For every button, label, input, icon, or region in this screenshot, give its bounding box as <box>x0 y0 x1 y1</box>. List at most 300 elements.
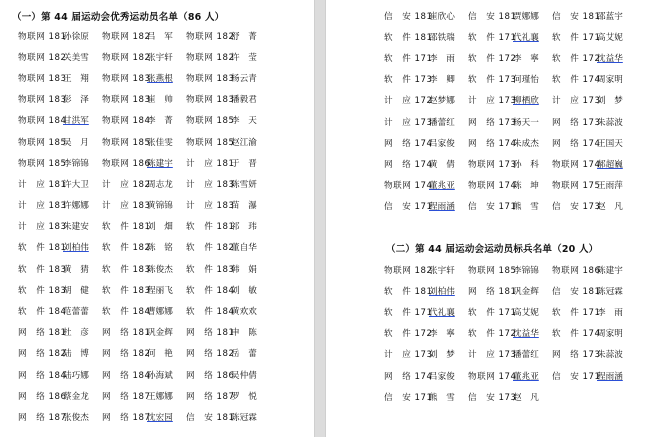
class-unit: 物联网 183 <box>18 95 67 106</box>
athlete-entry <box>384 370 468 382</box>
athlete-entry <box>468 348 552 360</box>
athlete-name: 许娜娜 <box>63 201 89 212</box>
athlete-entry <box>468 116 552 128</box>
class-unit: 网 络 186 <box>18 391 67 402</box>
athlete-name: 吴 月 <box>63 137 89 148</box>
athlete-name: 甘洪军 <box>63 116 89 127</box>
class-unit: 信 安 181 <box>384 11 433 22</box>
athlete-name: 陈建宇 <box>597 265 623 276</box>
list-row <box>18 195 270 216</box>
athlete-name: 程丽飞 <box>147 285 173 296</box>
athlete-name: 吕家俊 <box>429 138 455 149</box>
athlete-entry <box>102 326 186 338</box>
document-page-right <box>326 0 663 437</box>
athlete-entry <box>468 94 552 106</box>
athlete-name: 赵梦娜 <box>429 96 455 107</box>
athlete-entry <box>384 10 468 22</box>
class-unit: 软 件 172 <box>468 329 517 340</box>
athlete-entry <box>384 391 468 403</box>
athlete-entry <box>18 199 102 211</box>
list-row <box>18 237 270 258</box>
list-row <box>384 323 636 344</box>
athlete-name: 陈雪妍 <box>231 179 257 190</box>
class-unit: 软 件 181 <box>18 243 67 254</box>
athlete-name: 熊 雪 <box>429 392 455 403</box>
list-row <box>18 258 270 279</box>
athlete-name: 刘 畑 <box>147 222 173 233</box>
list-row <box>384 153 636 174</box>
list-row <box>384 175 636 196</box>
athlete-name: 董兆亚 <box>429 181 455 192</box>
athlete-entry <box>186 347 270 359</box>
athlete-entry <box>384 306 468 318</box>
athlete-entry <box>468 10 552 22</box>
athlete-name: 崔欣心 <box>429 11 455 22</box>
class-unit: 软 件 181 <box>102 222 151 233</box>
class-unit: 物联网 183 <box>18 73 67 84</box>
athlete-entry <box>186 411 270 423</box>
athlete-entry <box>186 93 270 105</box>
athlete-name: 赵 凡 <box>513 392 539 403</box>
athlete-entry <box>102 114 186 126</box>
class-unit: 网 络 181 <box>468 286 517 297</box>
athlete-name: 张燕根 <box>147 73 173 84</box>
athlete-name: 柳栖欣 <box>513 96 539 107</box>
class-unit: 物联网 174 <box>384 181 433 192</box>
athlete-name: 周家明 <box>597 75 623 86</box>
list-row <box>384 280 636 301</box>
athlete-name: 何瑾怡 <box>513 75 539 86</box>
athlete-name: 李 寧 <box>429 329 455 340</box>
athlete-name: 韩 娟 <box>231 264 257 275</box>
class-unit: 网 络 187 <box>18 412 67 423</box>
class-unit: 软 件 183 <box>186 264 235 275</box>
athlete-entry <box>552 94 636 106</box>
class-unit: 网 络 184 <box>18 370 67 381</box>
list-row <box>384 26 636 47</box>
athlete-name: 陈冠霖 <box>597 286 623 297</box>
athlete-name: 赵江渝 <box>231 137 257 148</box>
athlete-name: 李 卿 <box>429 75 455 86</box>
class-unit: 网 络 173 <box>552 117 601 128</box>
athlete-name: 陈冠霖 <box>231 412 257 423</box>
athlete-name: 刘 梦 <box>597 96 623 107</box>
athlete-entry <box>552 116 636 128</box>
class-unit: 软 件 171 <box>384 307 433 318</box>
class-unit: 信 安 173 <box>468 392 517 403</box>
class-unit: 计 应 182 <box>102 179 151 190</box>
athlete-entry <box>102 72 186 84</box>
class-unit: 网 络 182 <box>18 349 67 360</box>
class-unit: 信 安 181 <box>552 286 601 297</box>
athlete-entry <box>384 116 468 128</box>
athlete-name: 张宇轩 <box>429 265 455 276</box>
class-unit: 信 安 171 <box>552 371 601 382</box>
athlete-name: 孙 科 <box>513 159 539 170</box>
athlete-entry <box>384 158 468 170</box>
athlete-entry <box>186 220 270 232</box>
athlete-name: 许 莹 <box>231 52 257 63</box>
athlete-entry <box>102 263 186 275</box>
class-unit: 物联网 185 <box>18 158 67 169</box>
document-page-left <box>0 0 314 437</box>
athlete-entry <box>18 284 102 296</box>
athlete-name: 黄锦锦 <box>147 201 173 212</box>
class-unit: 软 件 174 <box>552 75 601 86</box>
athlete-entry <box>18 326 102 338</box>
athlete-name: 周志龙 <box>147 179 173 190</box>
class-unit: 物联网 185 <box>18 137 67 148</box>
athlete-entry <box>186 72 270 84</box>
list-row <box>18 152 270 173</box>
class-unit: 计 应 173 <box>384 117 433 128</box>
class-unit: 网 络 181 <box>102 328 151 339</box>
athlete-name: 刘 敏 <box>231 285 257 296</box>
athlete-entry <box>552 179 636 191</box>
athlete-entry <box>384 348 468 360</box>
class-unit: 网 络 182 <box>102 349 151 360</box>
athlete-entry <box>102 199 186 211</box>
athlete-entry <box>552 370 636 382</box>
athlete-name: 李 雨 <box>429 53 455 64</box>
list-row <box>18 89 270 110</box>
athlete-entry <box>468 370 552 382</box>
list-row <box>18 110 270 131</box>
athlete-name: 黄 倩 <box>429 159 455 170</box>
athlete-entry <box>552 348 636 360</box>
class-unit: 网 络 174 <box>384 138 433 149</box>
athlete-name: 于 晋 <box>231 158 257 169</box>
athlete-entry <box>186 284 270 296</box>
class-unit: 计 应 183 <box>186 201 235 212</box>
athlete-name: 王雨萍 <box>597 181 623 192</box>
athlete-name: 岳 蕾 <box>231 349 257 360</box>
class-unit: 网 络 187 <box>186 391 235 402</box>
athlete-name: 李 天 <box>231 116 257 127</box>
class-unit: 软 件 182 <box>102 243 151 254</box>
athlete-entry <box>18 369 102 381</box>
athlete-entry <box>552 200 636 212</box>
athlete-list-section2 <box>384 259 636 407</box>
athlete-name: 何 艳 <box>147 349 173 360</box>
athlete-name: 关美雪 <box>63 52 89 63</box>
class-unit: 物联网 184 <box>18 116 67 127</box>
class-unit: 计 应 172 <box>384 96 433 107</box>
class-unit: 物联网 185 <box>468 265 517 276</box>
class-unit: 物联网 181 <box>18 31 67 42</box>
athlete-name: 王娜娜 <box>147 391 173 402</box>
class-unit: 计 应 183 <box>18 222 67 233</box>
class-unit: 软 件 182 <box>186 243 235 254</box>
athlete-name: 巩金辉 <box>513 286 539 297</box>
athlete-name: 杜 彦 <box>63 328 89 339</box>
athlete-name: 王 翔 <box>63 73 89 84</box>
class-unit: 网 络 174 <box>552 138 601 149</box>
athlete-name: 陆巧娜 <box>63 370 89 381</box>
athlete-name: 朱成杰 <box>513 138 539 149</box>
class-unit: 计 应 173 <box>552 96 601 107</box>
athlete-name: 陈 铭 <box>147 243 173 254</box>
athlete-name: 邵蓝宇 <box>597 11 623 22</box>
list-row <box>384 132 636 153</box>
athlete-name: 彭 泽 <box>63 95 89 106</box>
athlete-name: 吴仲倩 <box>231 370 257 381</box>
athlete-name: 刘柏伟 <box>63 243 89 254</box>
class-unit: 软 件 171 <box>384 53 433 64</box>
class-unit: 物联网 182 <box>102 31 151 42</box>
class-unit: 网 络 184 <box>102 370 151 381</box>
list-row <box>18 300 270 321</box>
list-row <box>18 279 270 300</box>
athlete-entry <box>18 136 102 148</box>
class-unit: 信 安 171 <box>384 392 433 403</box>
athlete-entry <box>552 31 636 43</box>
athlete-entry <box>186 199 270 211</box>
athlete-name: 杨云青 <box>231 73 257 84</box>
athlete-name: 张佳雯 <box>147 137 173 148</box>
athlete-entry <box>102 220 186 232</box>
athlete-entry <box>18 178 102 190</box>
class-unit: 物联网 183 <box>102 95 151 106</box>
list-row <box>384 5 636 26</box>
class-unit: 软 件 181 <box>384 32 433 43</box>
athlete-entry <box>102 241 186 253</box>
athlete-entry <box>102 347 186 359</box>
athlete-name: 代礼襄 <box>429 307 455 318</box>
class-unit: 物联网 186 <box>552 265 601 276</box>
class-unit: 计 应 183 <box>186 179 235 190</box>
athlete-entry <box>186 390 270 402</box>
athlete-entry <box>468 264 552 276</box>
athlete-entry <box>468 306 552 318</box>
list-row <box>18 364 270 385</box>
list-row <box>18 46 270 67</box>
class-unit: 网 络 186 <box>186 370 235 381</box>
athlete-name: 代礼襄 <box>513 32 539 43</box>
class-unit: 网 络 181 <box>186 328 235 339</box>
class-unit: 物联网 174 <box>468 371 517 382</box>
athlete-entry <box>468 179 552 191</box>
athlete-name: 周家明 <box>597 329 623 340</box>
athlete-entry <box>18 411 102 423</box>
athlete-entry <box>18 305 102 317</box>
class-unit: 网 络 174 <box>384 159 433 170</box>
list-row <box>384 47 636 68</box>
athlete-entry <box>102 30 186 42</box>
athlete-entry <box>186 263 270 275</box>
athlete-entry <box>102 136 186 148</box>
athlete-name: 陈建宇 <box>147 158 173 169</box>
list-row <box>18 25 270 46</box>
class-unit: 网 络 181 <box>18 328 67 339</box>
class-unit: 网 络 173 <box>468 117 517 128</box>
athlete-name: 贾娜娜 <box>513 11 539 22</box>
athlete-entry <box>102 305 186 317</box>
class-unit: 软 件 171 <box>552 32 601 43</box>
class-unit: 软 件 184 <box>186 285 235 296</box>
athlete-name: 崔 帅 <box>147 95 173 106</box>
class-unit: 软 件 173 <box>384 75 433 86</box>
athlete-entry <box>18 263 102 275</box>
athlete-entry <box>102 51 186 63</box>
athlete-entry <box>468 391 552 403</box>
athlete-name: 蔡金龙 <box>63 391 89 402</box>
athlete-name: 张俊杰 <box>63 412 89 423</box>
class-unit: 物联网 183 <box>186 73 235 84</box>
athlete-name: 潘蕾红 <box>513 350 539 361</box>
athlete-entry <box>102 390 186 402</box>
class-unit: 物联网 183 <box>186 95 235 106</box>
athlete-name: 陈 坤 <box>513 181 539 192</box>
class-unit: 物联网 183 <box>102 73 151 84</box>
class-unit: 软 件 181 <box>186 222 235 233</box>
athlete-name: 巩金辉 <box>147 328 173 339</box>
class-unit: 计 应 173 <box>468 96 517 107</box>
athlete-entry <box>18 390 102 402</box>
class-unit: 软 件 172 <box>384 329 433 340</box>
athlete-name: 孙海斌 <box>147 370 173 381</box>
class-unit: 软 件 184 <box>102 307 151 318</box>
class-unit: 物联网 186 <box>102 158 151 169</box>
athlete-name: 李锦锦 <box>63 158 89 169</box>
athlete-name: 沈益华 <box>513 329 539 340</box>
class-unit: 物联网 182 <box>102 52 151 63</box>
class-unit: 物联网 182 <box>186 31 235 42</box>
class-unit: 软 件 181 <box>384 286 433 297</box>
list-row <box>384 301 636 322</box>
class-unit: 软 件 171 <box>468 307 517 318</box>
athlete-entry <box>102 157 186 169</box>
athlete-entry <box>102 93 186 105</box>
class-unit: 物联网 184 <box>102 116 151 127</box>
list-row <box>18 406 270 427</box>
class-unit: 物联网 174 <box>468 181 517 192</box>
list-row <box>18 216 270 237</box>
athlete-list-section1-continued <box>384 5 636 217</box>
class-unit: 软 件 183 <box>18 264 67 275</box>
athlete-name: 朱蒜波 <box>597 350 623 361</box>
class-unit: 计 应 181 <box>186 158 235 169</box>
athlete-name: 熊 雪 <box>513 202 539 213</box>
list-row <box>384 90 636 111</box>
class-unit: 计 应 183 <box>18 201 67 212</box>
athlete-entry <box>468 285 552 297</box>
athlete-entry <box>384 264 468 276</box>
athlete-name: 潘毅君 <box>231 95 257 106</box>
class-unit: 信 安 181 <box>552 11 601 22</box>
athlete-name: 许大卫 <box>63 179 89 190</box>
athlete-name: 刘柏伟 <box>429 286 455 297</box>
athlete-entry <box>384 137 468 149</box>
athlete-entry <box>186 178 270 190</box>
athlete-entry <box>186 326 270 338</box>
athlete-entry <box>552 264 636 276</box>
athlete-entry <box>468 31 552 43</box>
athlete-name: 邵铁瑞 <box>429 32 455 43</box>
class-unit: 软 件 171 <box>468 32 517 43</box>
athlete-entry <box>18 220 102 232</box>
class-unit: 软 件 184 <box>18 307 67 318</box>
class-unit: 物联网 185 <box>186 116 235 127</box>
class-unit: 软 件 174 <box>552 329 601 340</box>
athlete-entry <box>384 73 468 85</box>
class-unit: 软 件 171 <box>552 307 601 318</box>
class-unit: 计 应 173 <box>384 350 433 361</box>
athlete-entry <box>18 347 102 359</box>
athlete-entry <box>384 31 468 43</box>
page-gap <box>314 0 326 437</box>
athlete-entry <box>18 157 102 169</box>
athlete-name: 董自华 <box>231 243 257 254</box>
class-unit: 信 安 171 <box>468 202 517 213</box>
athlete-entry <box>186 30 270 42</box>
athlete-name: 赵 凡 <box>597 202 623 213</box>
athlete-entry <box>468 73 552 85</box>
athlete-name: 陈俊杰 <box>147 264 173 275</box>
athlete-entry <box>186 241 270 253</box>
athlete-name: 申 陈 <box>231 328 257 339</box>
athlete-entry <box>552 73 636 85</box>
athlete-entry <box>18 30 102 42</box>
athlete-entry <box>552 306 636 318</box>
athlete-name: 郝超巍 <box>597 159 623 170</box>
athlete-name: 朱建安 <box>63 222 89 233</box>
athlete-name: 程雨涵 <box>597 371 623 382</box>
athlete-name: 沈宏园 <box>147 412 173 423</box>
athlete-entry <box>468 327 552 339</box>
class-unit: 网 络 174 <box>384 371 433 382</box>
athlete-name: 朱蒜波 <box>597 117 623 128</box>
athlete-entry <box>384 200 468 212</box>
athlete-entry <box>186 305 270 317</box>
athlete-entry <box>468 200 552 212</box>
class-unit: 软 件 183 <box>18 285 67 296</box>
class-unit: 信 安 181 <box>186 412 235 423</box>
athlete-name: 沈益华 <box>597 53 623 64</box>
athlete-name: 黄欢欢 <box>231 307 257 318</box>
class-unit: 物联网 182 <box>186 52 235 63</box>
list-row <box>18 173 270 194</box>
list-row <box>384 196 636 217</box>
athlete-entry <box>468 52 552 64</box>
athlete-name: 陆 博 <box>63 349 89 360</box>
class-unit: 网 络 173 <box>552 350 601 361</box>
class-unit: 软 件 173 <box>468 75 517 86</box>
class-unit: 信 安 173 <box>552 202 601 213</box>
athlete-name: 张宇轩 <box>147 52 173 63</box>
list-row <box>18 385 270 406</box>
list-row <box>384 69 636 90</box>
athlete-name: 胡 健 <box>63 285 89 296</box>
class-unit: 网 络 187 <box>102 391 151 402</box>
class-unit: 物联网 173 <box>468 159 517 170</box>
athlete-name: 曹娜娜 <box>147 307 173 318</box>
athlete-name: 范蕾蕾 <box>63 307 89 318</box>
class-unit: 物联网 175 <box>552 181 601 192</box>
athlete-entry <box>468 158 552 170</box>
class-unit: 软 件 172 <box>552 53 601 64</box>
athlete-entry <box>384 327 468 339</box>
athlete-entry <box>186 136 270 148</box>
athlete-name: 舒 菁 <box>231 31 257 42</box>
class-unit: 物联网 185 <box>186 137 235 148</box>
athlete-name: 李 雨 <box>597 307 623 318</box>
athlete-entry <box>186 369 270 381</box>
athlete-name: 潘蕾红 <box>429 117 455 128</box>
athlete-entry <box>18 114 102 126</box>
class-unit: 软 件 183 <box>102 285 151 296</box>
athlete-name: 吕家俊 <box>429 371 455 382</box>
